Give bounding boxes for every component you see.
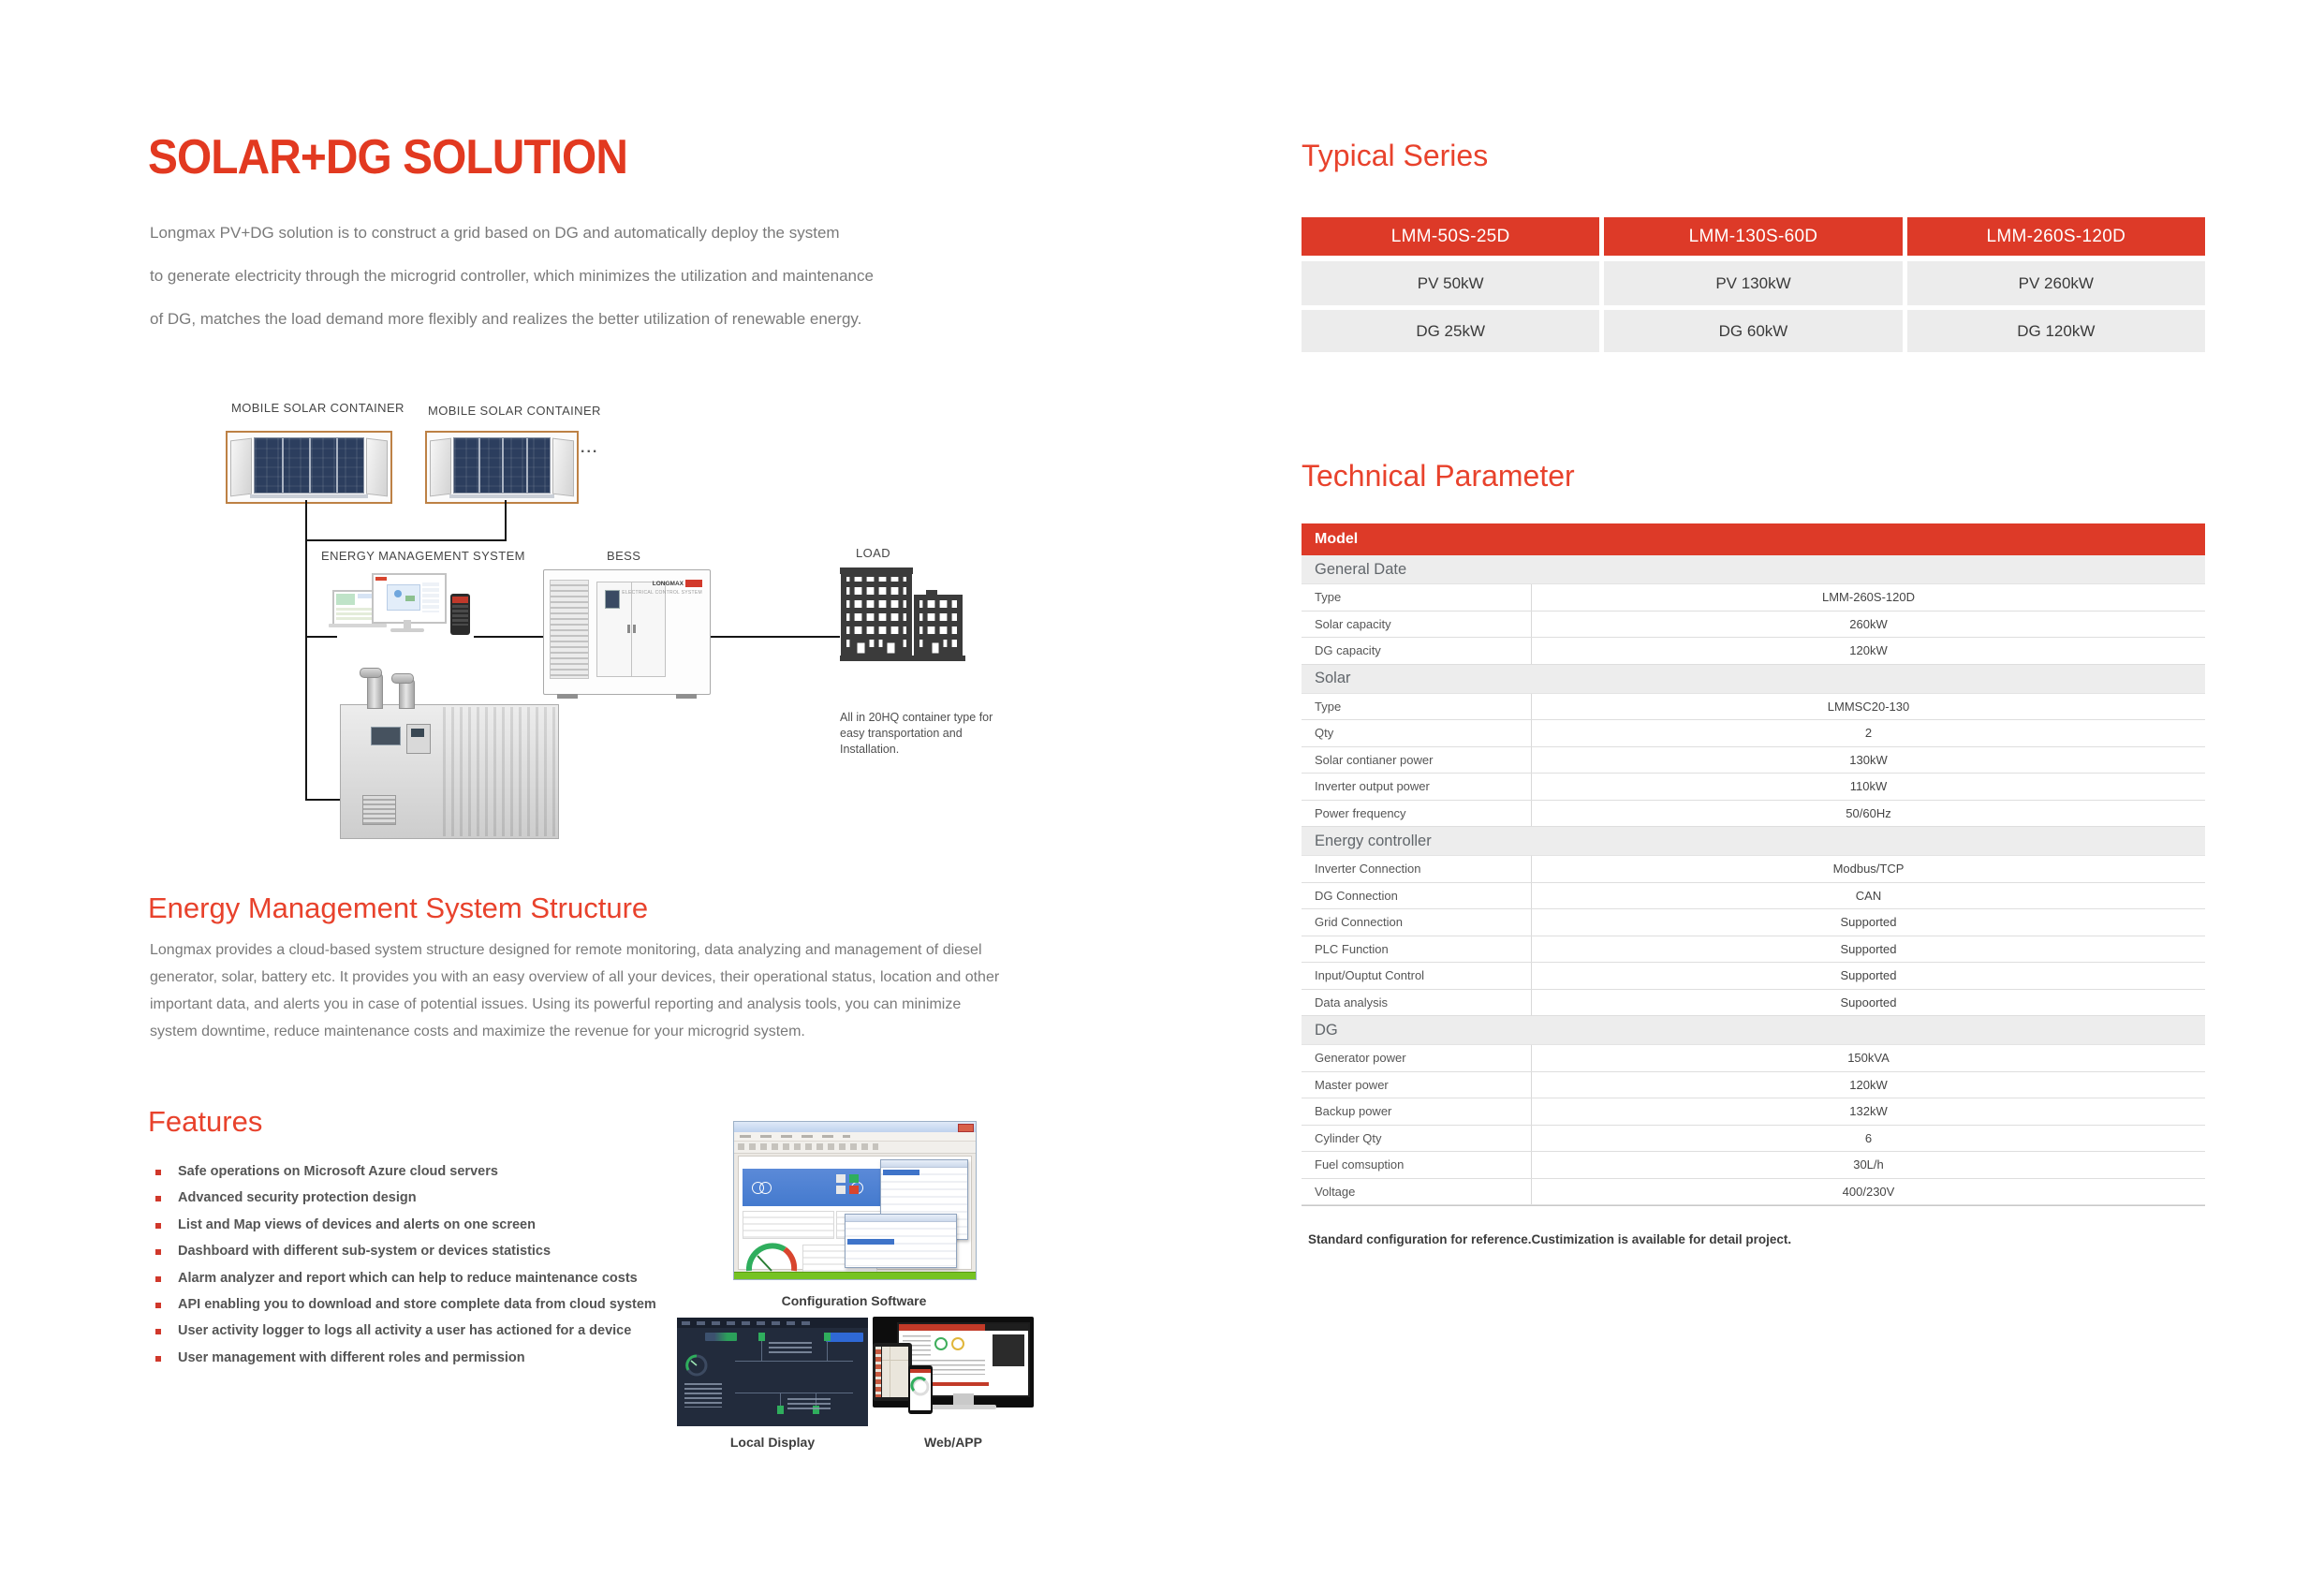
parameter-value [1351, 665, 2205, 693]
values-subwindow [845, 1214, 957, 1268]
series-pv-cell: PV 130kW [1604, 261, 1902, 305]
parameter-value: 400/230V [1531, 1179, 2205, 1205]
ems-section-body [150, 936, 1067, 1045]
table-row [1302, 856, 2205, 883]
container-door-icon [430, 438, 451, 497]
parameter-label: Energy controller [1315, 832, 1432, 849]
connector-line [305, 500, 307, 637]
series-column [1907, 217, 2205, 352]
table-row [1302, 694, 2205, 721]
typical-series-heading: Typical Series [1302, 139, 1489, 172]
parameter-label: Voltage [1315, 1184, 1356, 1199]
web-app-screenshot [873, 1317, 1034, 1427]
parameter-value: LMMSC20-130 [1531, 694, 2205, 720]
body-line: generator, solar, battery etc. It provides you with an easy overview of all your devices, their operational status, location and other [150, 969, 1000, 985]
ems-section-heading: Energy Management System Structure [148, 892, 649, 924]
parameter-label: DG capacity [1315, 643, 1381, 658]
feature-item [155, 1271, 736, 1297]
parameter-label: Solar [1315, 670, 1351, 686]
table-row [1302, 584, 2205, 612]
feature-text: Dashboard with different sub-system or devices statistics [178, 1244, 552, 1260]
series-model-header: LMM-260S-120D [1907, 217, 2205, 256]
map-thumbnail [882, 1347, 908, 1397]
table-row [1302, 1072, 2205, 1099]
parameter-value: 6 [1531, 1126, 2205, 1152]
intro-line: to generate electricity through the microgrid controller, which minimizes the utilization and maintenance [150, 267, 874, 285]
parameter-label: Solar contianer power [1315, 752, 1434, 767]
connector-line [474, 636, 543, 638]
bess-vents [550, 580, 589, 679]
feature-item [155, 1190, 736, 1216]
container-note-line: easy transportation and [840, 727, 963, 740]
config-software-screenshot [733, 1121, 977, 1280]
table-row [1302, 909, 2205, 936]
feature-text: API enabling you to download and store complete data from cloud system [178, 1296, 656, 1312]
parameter-label: General Date [1315, 560, 1407, 578]
parameter-value [1406, 555, 2205, 583]
phone-icon [450, 594, 470, 635]
feature-item [155, 1323, 736, 1349]
feature-text: User management with different roles and permission [178, 1349, 525, 1365]
parameter-value: 130kW [1531, 747, 2205, 774]
monitor-stand [953, 1393, 974, 1405]
gauge-icon [951, 1337, 964, 1350]
table-row [1302, 990, 2205, 1017]
bullet-icon [155, 1276, 161, 1282]
feature-item [155, 1350, 736, 1377]
series-dg-cell: DG 25kW [1302, 310, 1599, 352]
parameter-label: Qty [1315, 726, 1334, 741]
technical-parameter-table [1302, 523, 2205, 1206]
solar-container-label-1: MOBILE SOLAR CONTAINER [231, 401, 404, 415]
solar-container-image-2 [425, 431, 579, 504]
parameter-value: 150kVA [1531, 1045, 2205, 1071]
features-list [155, 1164, 736, 1377]
table-row [1302, 638, 2205, 665]
gauge-icon [744, 1243, 799, 1275]
parameter-label: Backup power [1315, 1104, 1392, 1119]
table-row [1302, 612, 2205, 639]
table-footnote: Standard configuration for reference.Custimization is available for detail project. [1308, 1232, 1792, 1246]
bullet-icon [155, 1249, 161, 1255]
series-column [1604, 217, 1902, 352]
bullet-icon [155, 1303, 161, 1308]
connector-line [505, 500, 507, 541]
parameter-value: 110kW [1531, 774, 2205, 800]
exhaust-pipe-icon [367, 673, 383, 709]
feature-item [155, 1164, 736, 1190]
bullet-icon [155, 1170, 161, 1175]
feature-item [155, 1217, 736, 1244]
table-row [1302, 1098, 2205, 1126]
solar-container-label-2: MOBILE SOLAR CONTAINER [428, 404, 601, 418]
bullet-icon [155, 1223, 161, 1229]
dg-container-image [340, 704, 559, 839]
feature-text: User activity logger to logs all activity a user has actioned for a device [178, 1323, 632, 1339]
parameter-value: 30L/h [1531, 1152, 2205, 1178]
table-row [1302, 1016, 2205, 1045]
status-bar [734, 1272, 976, 1279]
parameter-value: 260kW [1531, 612, 2205, 638]
gauge-icon [684, 1353, 709, 1378]
table-row [1302, 827, 2205, 856]
local-display-caption: Local Display [729, 1435, 816, 1450]
feature-item [155, 1297, 736, 1323]
series-model-header: LMM-50S-25D [1302, 217, 1599, 256]
technical-parameter-heading: Technical Parameter [1302, 459, 1575, 493]
window-menubar [734, 1132, 976, 1142]
gauge-icon [910, 1377, 931, 1397]
series-pv-cell: PV 260kW [1907, 261, 2205, 305]
bullet-icon [155, 1329, 161, 1334]
connector-line [710, 636, 840, 638]
bess-doors [596, 582, 666, 677]
feature-text: Safe operations on Microsoft Azure cloud servers [178, 1164, 498, 1179]
table-row [1302, 555, 2205, 584]
phone-icon [908, 1365, 933, 1414]
body-line: important data, and alerts you in case of potential issues. Using its powerful reporting and analysis tools, you can minimize [150, 996, 962, 1012]
bess-brand-logo: LONGMAX [653, 580, 702, 587]
container-note-line: Installation. [840, 743, 900, 756]
feature-item [155, 1244, 736, 1270]
solar-panel-icon [254, 437, 364, 494]
parameter-label: Inverter Connection [1315, 862, 1421, 877]
bess-brand-subtitle: ELECTRICAL CONTROL SYSTEM [622, 590, 702, 596]
connector-line [305, 636, 307, 801]
table-row [1302, 774, 2205, 801]
container-note [840, 710, 993, 758]
table-row [1302, 1152, 2205, 1179]
table-header-model: Model [1302, 523, 2205, 555]
solar-panel-icon [453, 437, 551, 494]
parameter-label: Type [1315, 699, 1342, 714]
ems-devices-image [332, 573, 473, 654]
ellipsis-text: ... [581, 440, 599, 456]
series-pv-cell: PV 50kW [1302, 261, 1599, 305]
intro-line: Longmax PV+DG solution is to construct a grid based on DG and automatically deploy the system [150, 224, 840, 242]
intro-paragraph [150, 212, 955, 341]
parameter-label: Generator power [1315, 1051, 1406, 1066]
series-dg-cell: DG 120kW [1907, 310, 2205, 352]
tablet-icon [873, 1343, 912, 1401]
parameter-value: 50/60Hz [1531, 801, 2205, 827]
series-column [1302, 217, 1599, 352]
features-heading: Features [148, 1105, 263, 1138]
monitor-icon [372, 573, 447, 624]
table-row [1302, 1179, 2205, 1206]
parameter-value: 120kW [1531, 1072, 2205, 1098]
parameter-label: Type [1315, 590, 1342, 605]
series-model-header: LMM-130S-60D [1604, 217, 1902, 256]
series-dg-cell: DG 60kW [1604, 310, 1902, 352]
local-display-screenshot [677, 1318, 868, 1426]
table-row [1302, 883, 2205, 910]
solar-container-image-1 [226, 431, 392, 504]
parameter-label: Data analysis [1315, 995, 1389, 1010]
table-row [1302, 963, 2205, 990]
feature-text: Advanced security protection design [178, 1190, 417, 1206]
parameter-label: DG [1315, 1021, 1338, 1039]
bess-label: BESS [607, 549, 641, 563]
parameter-label: DG Connection [1315, 888, 1398, 903]
parameter-value: Supported [1531, 909, 2205, 936]
parameter-label: Master power [1315, 1077, 1389, 1092]
parameter-value: Supported [1531, 963, 2205, 989]
container-door-icon [230, 438, 252, 497]
ems-label: ENERGY MANAGEMENT SYSTEM [321, 549, 525, 563]
parameter-label: Fuel comsuption [1315, 1157, 1405, 1172]
page-title: SOLAR+DG SOLUTION [148, 130, 627, 184]
bullet-icon [155, 1196, 161, 1201]
parameter-label: PLC Function [1315, 941, 1389, 956]
bullet-icon [155, 1356, 161, 1362]
close-icon [958, 1124, 974, 1132]
table-row [1302, 747, 2205, 774]
connector-line [305, 799, 343, 801]
hmi-button [826, 1333, 863, 1342]
config-software-caption: Configuration Software [781, 1293, 927, 1308]
container-door-icon [552, 438, 574, 497]
table-row [1302, 1045, 2205, 1072]
parameter-value: 132kW [1531, 1098, 2205, 1125]
parameter-label: Input/Ouptut Control [1315, 968, 1425, 983]
body-line: Longmax provides a cloud-based system structure designed for remote monitoring, data analyzing and management of diesel [150, 942, 982, 958]
table-row [1302, 720, 2205, 747]
table-row [1302, 936, 2205, 964]
intro-line: of DG, matches the load demand more flexibly and realizes the better utilization of renewable energy. [150, 310, 862, 328]
table-rows [1302, 555, 2205, 1205]
container-note-line: All in 20HQ container type for [840, 711, 993, 724]
gauge-icon [934, 1337, 948, 1350]
parameter-value: 120kW [1531, 638, 2205, 664]
parameter-value: CAN [1531, 883, 2205, 909]
load-building-icon [840, 558, 965, 663]
scada-diagram [743, 1169, 883, 1206]
parameter-label: Solar capacity [1315, 616, 1391, 631]
container-door-icon [366, 438, 388, 497]
feature-text: Alarm analyzer and report which can help to reduce maintenance costs [178, 1270, 638, 1286]
bess-container-image [543, 569, 711, 695]
parameter-value: LMM-260S-120D [1531, 584, 2205, 611]
parameter-value [1338, 1016, 2205, 1044]
body-line: system downtime, reduce maintenance costs and maximize the revenue for your microgrid system. [150, 1024, 805, 1039]
parameter-value: 2 [1531, 720, 2205, 746]
parameter-value: Modbus/TCP [1531, 856, 2205, 882]
parameter-value: Supoorted [1531, 990, 2205, 1016]
hmi-toolbar [677, 1318, 868, 1328]
typical-series-table [1302, 217, 2205, 352]
parameter-label: Power frequency [1315, 805, 1406, 820]
table-row [1302, 665, 2205, 694]
feature-text: List and Map views of devices and alerts on one screen [178, 1216, 536, 1232]
parameter-value: Supported [1531, 936, 2205, 963]
parameter-value [1432, 827, 2205, 855]
connector-line [305, 539, 507, 541]
web-app-caption: Web/APP [924, 1435, 982, 1450]
parameter-label: Inverter output power [1315, 779, 1430, 794]
table-row [1302, 801, 2205, 828]
window-titlebar [734, 1122, 976, 1132]
window-toolbar [734, 1142, 976, 1154]
parameter-label: Grid Connection [1315, 915, 1403, 930]
table-row [1302, 1126, 2205, 1153]
parameter-label: Cylinder Qty [1315, 1130, 1382, 1145]
load-label: LOAD [856, 546, 891, 560]
